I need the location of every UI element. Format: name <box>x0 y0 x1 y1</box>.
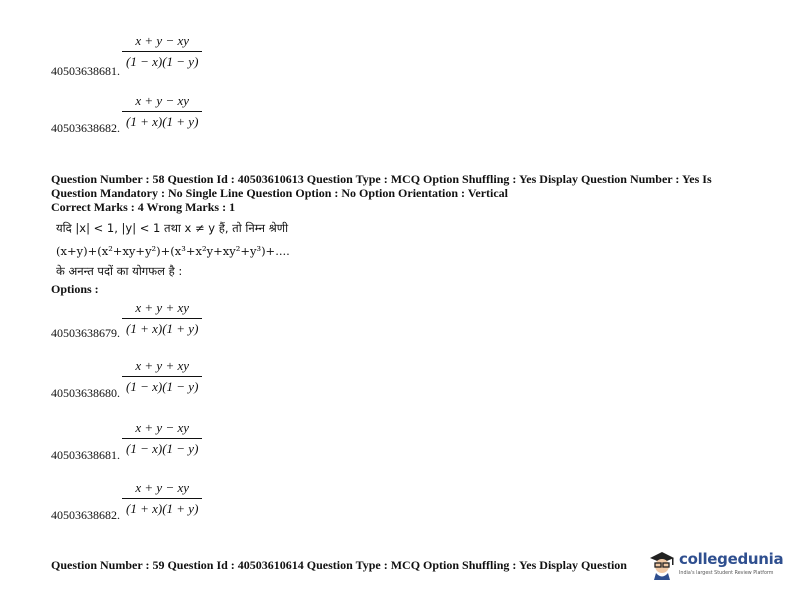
numerator: x + y − xy <box>122 420 202 439</box>
collegedunia-logo <box>648 548 784 584</box>
denominator: (1 + x)(1 + y) <box>126 114 199 129</box>
numerator: x + y − xy <box>122 93 202 112</box>
denominator: (1 − x)(1 − y) <box>126 441 199 456</box>
question-header-line: Question Mandatory : No Single Line Question Option : No Option Orientation : Vertical <box>51 186 509 200</box>
numerator: x + y − xy <box>122 33 202 52</box>
numerator: x + y + xy <box>122 358 202 377</box>
logo-brand: collegedunia <box>679 550 784 568</box>
question-text: के अनन्त पदों का योगफल है : <box>56 264 183 278</box>
question-marks: Correct Marks : 4 Wrong Marks : 1 <box>51 200 236 214</box>
numerator: x + y + xy <box>122 300 202 319</box>
option-expression <box>122 420 202 457</box>
option-expression <box>122 300 202 337</box>
option-id: 40503638680. <box>51 386 120 400</box>
denominator: (1 + x)(1 + y) <box>126 321 199 336</box>
question-series: (x+y)+(x²+xy+y²)+(x³+x²y+xy²+y³)+.... <box>56 244 290 258</box>
question-header-line: Question Number : 59 Question Id : 40503610614 Question Type : MCQ Option Shuffling : Yes Display Question <box>51 558 627 572</box>
option-expression <box>122 358 202 395</box>
denominator: (1 + x)(1 + y) <box>126 501 199 516</box>
logo-tagline: India's largest Student Review Platform <box>679 571 774 576</box>
numerator: x + y − xy <box>122 480 202 499</box>
question-header-line: Question Number : 58 Question Id : 40503610613 Question Type : MCQ Option Shuffling : Yes Display Question Number : Yes Is <box>51 172 712 186</box>
option-id: 40503638681. <box>51 448 120 462</box>
graduate-mascot-icon <box>648 550 676 580</box>
question-text: यदि |x| < 1, |y| < 1 तथा x ≠ y हैं, तो निम्न श्रेणी <box>56 221 289 235</box>
option-expression <box>122 33 202 70</box>
option-id: 40503638679. <box>51 326 120 340</box>
denominator: (1 − x)(1 − y) <box>126 54 199 69</box>
option-id: 40503638682. <box>51 508 120 522</box>
options-label: Options : <box>51 282 99 296</box>
denominator: (1 − x)(1 − y) <box>126 379 199 394</box>
option-id: 40503638681. <box>51 64 120 78</box>
option-expression <box>122 480 202 517</box>
option-expression <box>122 93 202 130</box>
option-id: 40503638682. <box>51 121 120 135</box>
